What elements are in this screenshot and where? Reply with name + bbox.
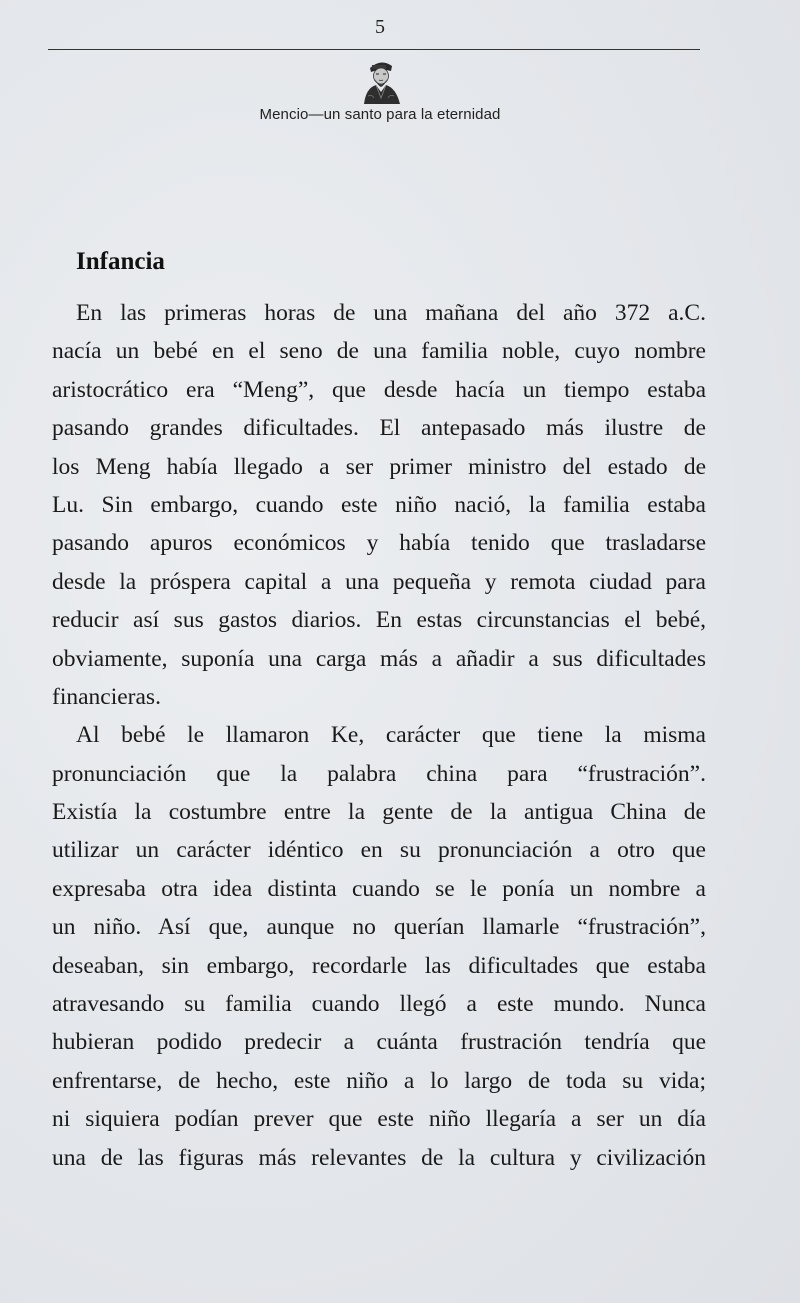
text-line: obviamente, suponía una carga más a añadir a sus dificultades [52, 645, 706, 672]
text-line: pasando grandes dificultades. El antepasado más ilustre de [52, 415, 706, 442]
text-line: los Meng había llegado a ser primer ministro del estado de [52, 453, 706, 480]
text-line: una de las figuras más relevantes de la cultura y civilización [52, 1144, 706, 1171]
mencius-portrait-icon [356, 54, 406, 104]
text-line: aristocrático era “Meng”, que desde hacía un tiempo estaba [52, 376, 706, 403]
text-line: Existía la costumbre entre la gente de la antigua China de [52, 799, 706, 826]
text-line: un niño. Así que, aunque no querían llamarle “frustración”, [52, 914, 706, 941]
text-line: reducir así sus gastos diarios. En estas circunstancias el bebé, [52, 607, 706, 634]
text-line: Al bebé le llamaron Ke, carácter que tiene la misma [76, 722, 706, 749]
text-line: financieras. [52, 683, 161, 710]
body-text [52, 294, 706, 1177]
text-line: utilizar un carácter idéntico en su pronunciación a otro que [52, 837, 706, 864]
text-line: ni siquiera podían prever que este niño llegaría a ser un día [52, 1106, 706, 1133]
running-title: Mencio—un santo para la eternidad [259, 106, 501, 123]
text-line: pasando apuros económicos y había tenido que trasladarse [52, 530, 706, 557]
text-line: Lu. Sin embargo, cuando este niño nació, la familia estaba [52, 491, 706, 518]
text-line: deseaban, sin embargo, recordarle las dificultades que estaba [52, 952, 706, 979]
text-line: pronunciación que la palabra china para “frustración”. [52, 760, 706, 787]
text-line: nacía un bebé en el seno de una familia noble, cuyo nombre [52, 338, 706, 365]
text-line: expresaba otra idea distinta cuando se le ponía un nombre a [52, 875, 706, 902]
text-line: atravesando su familia cuando llegó a este mundo. Nunca [52, 991, 706, 1018]
header-divider [48, 49, 700, 50]
section-heading: Infancia [76, 248, 165, 275]
text-line: hubieran podido predecir a cuánta frustración tendría que [52, 1029, 706, 1056]
text-line: desde la próspera capital a una pequeña y remota ciudad para [52, 568, 706, 595]
page-number: 5 [375, 16, 385, 38]
text-line: enfrentarse, de hecho, este niño a lo largo de toda su vida; [52, 1067, 706, 1094]
text-line: En las primeras horas de una mañana del año 372 a.C. [76, 300, 706, 326]
